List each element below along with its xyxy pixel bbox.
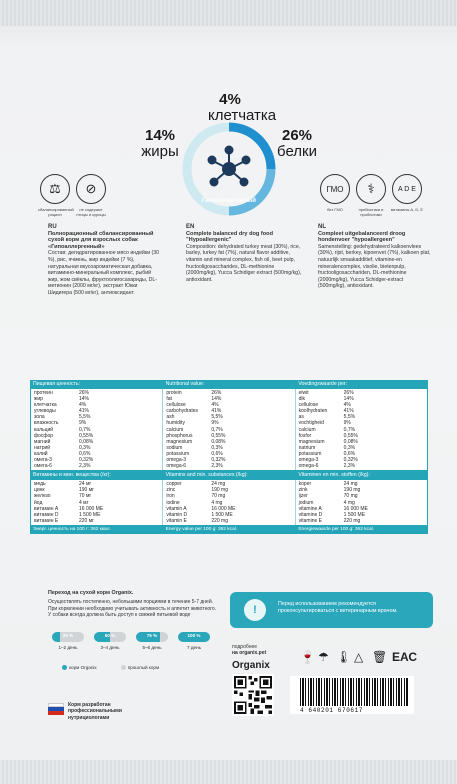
russia-flag-icon: [48, 703, 64, 715]
row-value: 5,5%: [79, 414, 91, 421]
row-label: cellulose: [166, 402, 186, 409]
table-row: [34, 463, 159, 469]
row-label: koper: [298, 481, 312, 488]
row-label: ijzer: [298, 493, 308, 500]
row-label: iron: [166, 493, 175, 500]
row-label: jodium: [298, 499, 314, 506]
step-days: 1–2 день: [58, 645, 78, 650]
table-row: [299, 518, 424, 524]
row-label: humidity: [166, 420, 185, 427]
row-label: протеин: [34, 390, 53, 396]
row-value: 220 mg: [211, 517, 229, 524]
temperature-icon: 🌡: [336, 650, 352, 664]
row-value: 0,08%: [343, 438, 358, 445]
product-title: Compleet uitgebalanceerd droog hondenvoer "hypoallergeen": [318, 230, 406, 244]
row-label: calcium: [166, 426, 184, 433]
nutrient-donut: [182, 122, 276, 216]
row-label: natrium: [298, 444, 316, 451]
vitamins-icon: A D E: [392, 174, 422, 204]
transition-text: Осуществлять постепенно, небольшими порциями в течение 5-7 дней. При кормлении необходимо учитывать активность и аппетит животного. У собаки всегда должна быть доступ к свежей питьевой воде: [48, 599, 216, 619]
row-label: as: [298, 414, 304, 421]
row-value: 0,32%: [211, 457, 226, 464]
row-value: 0,3%: [211, 444, 223, 451]
vet-text: Перед использованием рекомендуется проконсультироваться с ветеринарным врачом.: [278, 601, 398, 614]
legend-dot-old: [121, 665, 126, 670]
vitamins-en: [163, 480, 295, 525]
brand-logo: Organix: [232, 660, 270, 671]
fiber-pct: 4%: [219, 91, 241, 108]
row-value: 4 mg: [343, 499, 355, 506]
row-value: 0,7%: [343, 426, 356, 433]
row-value: 2,3%: [211, 463, 223, 470]
row-value: 9%: [211, 420, 219, 427]
badge-caption: витамины A, D, E: [390, 207, 424, 212]
row-value: 1 500 ME: [211, 511, 233, 518]
table-row: [34, 518, 159, 524]
composition-text: Samenstelling: gedehydrateerd kalkoenvlees (30%), rijst, berkey, kipoenvet (7%), kalkoen plat, natuurlijk smaakadditief, vitamine-en mineralencomplex, visolie, bietenpulp, fructooligosacchariden, DL-methionine (2000mg/kg), Yucca Schidger-extract (500mg/kg), antioxidant.: [318, 243, 431, 290]
row-label: клетчатка: [34, 402, 57, 409]
legend-dot-new: [62, 665, 67, 670]
vit-header-nl: Vitaminen en min. stoffen (/kg):: [298, 472, 370, 479]
header-ru: Пищевая ценность:: [33, 380, 81, 387]
row-value: 0,7%: [211, 426, 223, 433]
website: [232, 644, 266, 656]
product-title: Complete balanced dry dog food "Hypoallergenic": [186, 230, 274, 244]
balance-icon: ⚖: [40, 174, 70, 204]
transition-step: [136, 632, 168, 650]
row-label: омега-6: [34, 463, 52, 470]
row-value: 41%: [343, 408, 354, 415]
row-label: magnesium: [298, 438, 325, 445]
row-value: 4%: [343, 402, 351, 409]
row-label: витамин A: [34, 505, 59, 512]
protein-callout: [272, 128, 322, 160]
probiotics-icon: ⚕: [356, 174, 386, 204]
row-value: 4%: [79, 402, 87, 409]
product-title: Полнорационный сбалансированный сухой корм для взрослых собак «Гипоаллергенный»: [48, 230, 154, 250]
row-label: magnesium: [166, 438, 193, 445]
vit-header-ru: Витамины и мин. вещества (/кг):: [33, 472, 111, 479]
transition-step: [94, 632, 126, 650]
row-value: 24 mg: [211, 481, 226, 488]
row-label: кальций: [34, 426, 54, 433]
vet-notice: [230, 592, 433, 628]
row-label: vitamine E: [298, 517, 322, 524]
composition-ru: [48, 224, 162, 297]
energy-en: Energy value per 100 g: 362 kcal.: [165, 526, 238, 532]
row-label: vitamin D: [166, 511, 188, 518]
row-value: 5,5%: [343, 414, 356, 421]
energy-row: [30, 526, 428, 534]
step-pct: 100 %: [187, 633, 201, 638]
row-label: phosphorus: [166, 432, 193, 439]
transition-step: [52, 632, 84, 650]
row-label: omega-6: [166, 463, 187, 470]
row-value: 0,3%: [343, 444, 356, 451]
transition-title: Переход на сухой корм Organix.: [48, 590, 134, 596]
legend-old: [121, 665, 159, 670]
table-row: [299, 463, 424, 469]
row-label: фосфор: [34, 432, 54, 439]
row-label: iodine: [166, 499, 180, 506]
row-label: омега-3: [34, 457, 52, 464]
row-value: 16 000 ME: [343, 505, 368, 512]
composition-nl: [318, 224, 432, 290]
row-label: zink: [298, 487, 308, 494]
table-row: [166, 518, 291, 524]
row-value: 26%: [79, 390, 90, 396]
legend-new: [62, 665, 97, 670]
step-pct: 25 %: [62, 633, 74, 638]
row-value: 24 mg: [343, 481, 358, 488]
energy-ru: Энерг. ценность на 100 г: 362 ккал.: [33, 526, 111, 532]
transition-step: [178, 632, 210, 650]
fiber-label: клетчатка: [208, 107, 277, 124]
lang-code: EN: [186, 224, 195, 230]
row-value: 2,3%: [79, 463, 91, 470]
row-value: 0,55%: [79, 432, 94, 439]
bottom-seal: [0, 760, 457, 784]
row-value: 190 mg: [211, 487, 229, 494]
row-label: vitamin E: [166, 517, 187, 524]
eac-mark-icon: ЕАС: [392, 650, 418, 664]
row-label: potassium: [298, 450, 322, 457]
row-label: calcium: [298, 426, 316, 433]
row-label: dik: [298, 396, 306, 403]
badges-right: [320, 174, 422, 204]
step-pct: 50 %: [104, 633, 116, 638]
no-gmo-icon: ГМО: [320, 174, 350, 204]
fat-callout: [136, 128, 184, 160]
row-value: 0,08%: [79, 438, 94, 445]
row-value: 190 мг: [79, 487, 94, 494]
row-label: vitamine A: [298, 505, 322, 512]
row-value: 70 mg: [211, 493, 226, 500]
no-chicken-icon: ⊘: [76, 174, 106, 204]
badge-caption: без ГМО: [327, 207, 343, 212]
row-value: 0,55%: [211, 432, 226, 439]
nutrients-en: [163, 389, 295, 470]
row-label: жир: [34, 396, 43, 403]
lang-code: NL: [318, 224, 326, 230]
badges-left: [40, 174, 106, 204]
row-label: ash: [166, 414, 175, 421]
row-label: углеводы: [34, 408, 56, 415]
nutrition-table: [30, 380, 428, 534]
row-value: 41%: [211, 408, 222, 415]
qr-code: [232, 674, 274, 716]
badge-caption: пребиотики и пробиотики: [358, 207, 384, 217]
row-value: 1 500 МЕ: [79, 511, 101, 518]
step-pct: 75 %: [146, 633, 158, 638]
row-label: vitamine D: [298, 511, 323, 518]
composition-text: Состав: дегидратированное мясо индейки (30 %), рис, ячмень, жир индейки (7 %), натуральная вкусоароматическая добавка, витаминно-минеральный комплекс, рыбий жир, жом свёклы, фруктоолигосахариды, DL-метионин (2000 мг/кг), экстракт Юкки Шидигера (500 мг/кг), антиоксидант.: [48, 250, 160, 296]
transition-legend: [62, 665, 159, 670]
table-row: [166, 463, 291, 469]
row-label: eiwit: [298, 390, 309, 396]
fat-label: жиры: [141, 143, 179, 160]
row-label: влажность: [34, 420, 59, 427]
row-label: витамин E: [34, 517, 59, 524]
row-label: omega-3: [166, 457, 187, 464]
legend-new-label: корм Organix: [69, 665, 97, 670]
row-value: 0,6%: [343, 450, 356, 457]
nutrients-ru: [31, 389, 163, 470]
header-en: Nutritional value:: [165, 380, 205, 387]
row-label: витамин D: [34, 511, 59, 518]
umbrella-icon: ☂: [318, 650, 329, 664]
row-value: 14%: [343, 396, 354, 403]
row-value: 0,32%: [343, 457, 358, 464]
row-label: железо: [34, 493, 51, 500]
step-days: 5–6 день: [142, 645, 162, 650]
barcode-number: 4 640201 670617: [300, 707, 364, 714]
barcode: [290, 676, 414, 714]
row-value: 9%: [79, 420, 87, 427]
step-days: 3–4 день: [100, 645, 120, 650]
barcode-bars: [300, 678, 408, 706]
row-value: 41%: [79, 408, 90, 415]
row-value: 9%: [343, 420, 351, 427]
energy-nl: Energiewaarde per 100 g: 362 kcal.: [298, 526, 375, 532]
row-value: 70 mg: [343, 493, 358, 500]
glass-icon: 🍷: [300, 650, 315, 664]
protein-pct: 26%: [281, 127, 313, 144]
row-label: cellulose: [298, 402, 319, 409]
row-value: 0,55%: [343, 432, 358, 439]
donut-label: Гипоаллергенный: [201, 198, 257, 204]
step-days: 7 день: [187, 645, 201, 650]
row-value: 4 mg: [211, 499, 223, 506]
row-label: omega-3: [298, 457, 319, 464]
row-label: koolhydraten: [298, 408, 328, 415]
row-value: 26%: [343, 390, 354, 396]
row-label: potassium: [166, 450, 190, 457]
row-value: 14%: [79, 396, 90, 403]
row-value: 4 мг: [79, 499, 89, 506]
composition-text: Composition: dehydrated turkey meat (30%), rice, barley, turkey fat (7%), natural flavor additive, vitamin and mineral complex, fish oil, beet pulp, fructooligosaccharides, DL-methionine (2000mg/kg), Yucca Schidiger extract (500mg/kg), antioxidant.: [186, 243, 302, 283]
transition-steps: [52, 632, 210, 650]
composition-en: [186, 224, 302, 283]
molecule-icon: [209, 147, 250, 186]
badge-caption: не содержит птицы и курицы: [76, 207, 106, 217]
row-label: carbohydrates: [166, 408, 199, 415]
row-value: 2,3%: [343, 463, 356, 470]
recycle-icon: △: [354, 650, 364, 664]
fat-pct: 14%: [144, 127, 176, 144]
table-header: [30, 380, 428, 388]
transition-info: [48, 590, 218, 619]
info-icon: !: [244, 599, 266, 621]
row-value: 1 500 ME: [343, 511, 366, 518]
header-nl: Voedingswaarde per:: [298, 380, 348, 387]
row-label: медь: [34, 481, 46, 488]
row-value: 0,32%: [79, 457, 94, 464]
vitamins-header: [30, 471, 428, 479]
row-value: 16 000 ME: [211, 505, 236, 512]
row-value: 0,3%: [79, 444, 91, 451]
vitamin-rows: [30, 479, 428, 526]
row-label: fat: [166, 396, 172, 403]
made-by-note: Корм разработан профессиональными нутрициологами: [68, 702, 122, 721]
lang-code: RU: [48, 224, 57, 230]
row-label: зола: [34, 414, 45, 421]
row-value: 4%: [211, 402, 219, 409]
row-value: 24 мг: [79, 481, 92, 488]
row-label: sodium: [166, 444, 183, 451]
row-value: 14%: [211, 396, 222, 403]
row-label: zinc: [166, 487, 176, 494]
legend-old-label: прошлый корм: [127, 665, 160, 670]
row-value: 70 мг: [79, 493, 92, 500]
site-line-2: на organix.pet: [232, 650, 267, 657]
row-value: 0,7%: [79, 426, 91, 433]
row-label: vitamin A: [166, 505, 187, 512]
row-label: йод: [34, 499, 43, 506]
row-value: 0,08%: [211, 438, 226, 445]
row-value: 0,6%: [211, 450, 223, 457]
protein-label: белки: [277, 143, 317, 160]
row-label: omega-6: [298, 463, 319, 470]
vit-header-en: Vitamins and min. substances (/kg):: [165, 472, 248, 479]
row-value: 0,6%: [79, 450, 91, 457]
row-value: 220 мг: [79, 517, 94, 524]
trash-icon: 🗑: [372, 650, 388, 664]
site-line-1: подробнее: [232, 644, 258, 650]
badge-caption: сбалансированный рацион: [38, 207, 74, 217]
step-fill: [52, 632, 60, 642]
row-value: 190 mg: [343, 487, 361, 494]
fiber-callout: [208, 91, 277, 124]
row-label: fosfor: [298, 432, 312, 439]
top-seal: [0, 0, 457, 26]
row-value: 220 mg: [343, 517, 361, 524]
row-label: магний: [34, 438, 51, 445]
row-value: 5,5%: [211, 414, 223, 421]
vitamins-nl: [296, 480, 427, 525]
row-label: copper: [166, 481, 182, 488]
row-label: цинк: [34, 487, 45, 494]
nutrients-nl: [296, 389, 427, 470]
row-value: 26%: [211, 390, 222, 396]
row-label: калий: [34, 450, 48, 457]
row-label: protein: [166, 390, 182, 396]
row-label: натрий: [34, 444, 51, 451]
nutrient-rows: [30, 388, 428, 471]
vitamins-ru: [31, 480, 163, 525]
row-value: 16 000 МЕ: [79, 505, 104, 512]
row-label: vochtigheid: [298, 420, 324, 427]
